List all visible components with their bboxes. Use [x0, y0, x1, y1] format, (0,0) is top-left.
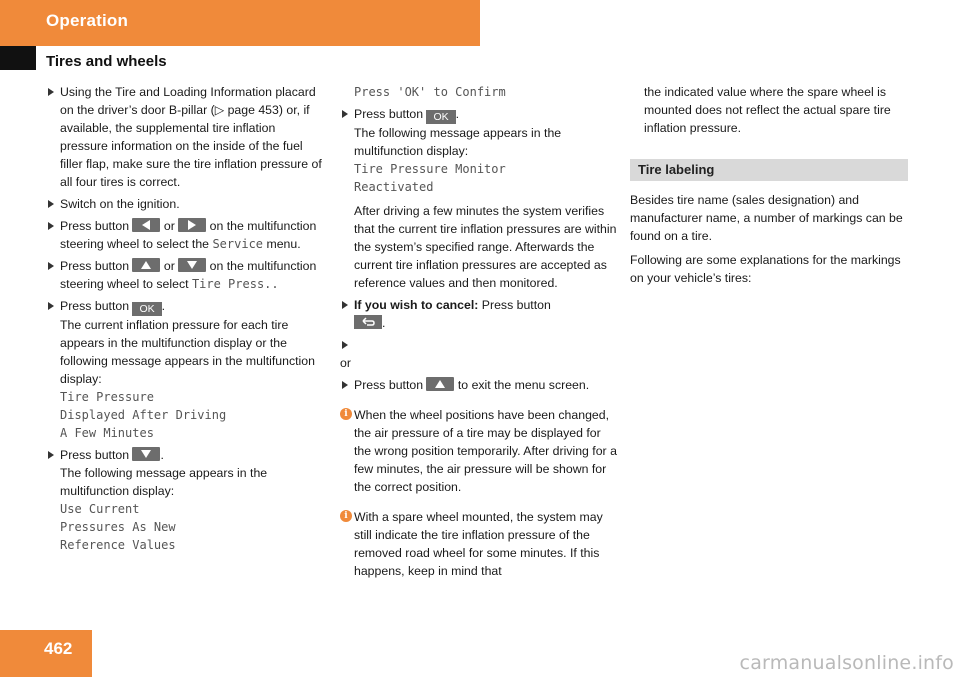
step-exit-menu: [340, 376, 618, 394]
info-text: With a spare wheel mounted, the system may still indicate the tire inflation pressure of the removed road wheel for some minutes. If this happens, keep in mind that: [354, 510, 603, 578]
display-message-line: Tire Pressure: [60, 390, 154, 404]
or-text: or: [340, 356, 351, 370]
arrow-right-key-icon: [178, 218, 206, 232]
step-arrow-icon: [48, 262, 54, 270]
step-text: or: [163, 219, 175, 233]
step-text: Press button: [354, 107, 424, 121]
info-icon: i: [340, 408, 352, 420]
info-note-continued: the indicated value where the spare wheel is mounted does not reflect the actual spare tire inflation pressure.: [644, 85, 891, 135]
display-message-line: Tire Pressure Monitor: [354, 162, 506, 176]
step-arrow-icon: [48, 88, 54, 96]
step-text: Press button: [481, 298, 551, 312]
step-press-ok-confirm: Press button OK . The following message appears in the multifunction display: Tire Pressure Monitor Reactivated After driving a few minutes the system verifies that the current tire inflation pressures are within the system’s specified range. Afterwards the current tire inflation pressures are accepted as reference values and then monitored.: [340, 105, 618, 292]
step-arrow-icon: [342, 381, 348, 389]
step-arrow-icon: [342, 341, 348, 349]
display-message-line: Reactivated: [354, 180, 434, 194]
step-text: Press button: [60, 299, 130, 313]
menu-name-tire-press: Tire Press..: [191, 277, 279, 291]
column-2: [340, 83, 618, 580]
step-cancel: If you wish to cancel: Press button .: [340, 296, 618, 332]
step-text: Press button: [60, 259, 130, 273]
watermark: carmanualsonline.info: [739, 652, 954, 674]
step-empty: [340, 336, 618, 350]
section-tab-marker: [0, 46, 36, 70]
section-title: Tires and wheels: [46, 53, 167, 70]
step-press-ok: Press button OK . The current inflation pressure for each tire appears in the multifunction display or the following message appears in the multifunction display: Tire Pressure Displayed After Driving A Few Minutes: [46, 297, 324, 442]
step-check-pressure: [46, 83, 324, 191]
arrow-up-key-icon: [426, 377, 454, 391]
paragraph: Following are some explanations for the markings on your vehicle’s tires:: [630, 253, 901, 285]
page-number: 462: [44, 639, 73, 658]
arrow-down-key-icon: [178, 258, 206, 272]
step-text: on the multifunction steering wheel to select: [60, 259, 317, 291]
info-text: When the wheel positions have been changed, the air pressure of a tire may be displayed for the wrong position temporarily. After driving for a few minutes, the air pressure will be shown for the correct position.: [354, 408, 617, 494]
arrow-left-key-icon: [132, 218, 160, 232]
chapter-title: Operation: [46, 11, 129, 30]
column-1: [46, 83, 324, 558]
step-text: Press button: [60, 219, 130, 233]
step-text: After driving a few minutes the system verifies that the current tire inflation pressures are within the system’s specified range. Afterwards the current tire inflation pressures are accepted as reference values and then monitored.: [354, 204, 617, 290]
section-heading-tire-labeling: Tire labeling: [630, 159, 908, 181]
step-text: Press button: [354, 378, 424, 392]
step-select-service: [46, 217, 324, 253]
info-note-spare-wheel: [340, 508, 618, 580]
column-3: [630, 83, 908, 293]
step-arrow-icon: [48, 200, 54, 208]
display-message-line: Use Current: [60, 502, 140, 516]
display-message-line: Reference Values: [60, 538, 176, 552]
display-message-line: Displayed After Driving: [60, 408, 227, 422]
step-text: The following message appears in the multifunction display:: [354, 126, 562, 158]
display-message-line: A Few Minutes: [60, 426, 154, 440]
step-arrow-icon: [342, 110, 348, 118]
step-text: Using the Tire and Loading Information placard on the driver’s door B-pillar (▷ page 453) or, if available, the supplemental tire inflation pressure information on the inside of the fuel filler flap, make sure the tire inflation pressure of all four tires is correct.: [60, 85, 322, 189]
step-arrow-icon: [48, 302, 54, 310]
step-arrow-icon: [48, 222, 54, 230]
step-arrow-icon: [48, 451, 54, 459]
display-message-confirm: [340, 83, 618, 101]
step-text: menu.: [266, 237, 301, 251]
paragraph: Besides tire name (sales designation) and manufacturer name, a number of markings can be found on a tire.: [630, 193, 903, 243]
step-text: or: [163, 259, 175, 273]
step-text: Press button: [60, 448, 130, 462]
step-text: The current inflation pressure for each tire appears in the multifunction display or the following message appears in the multifunction display:: [60, 318, 315, 386]
info-note-wheel-positions: [340, 406, 618, 496]
display-message-line: Press 'OK' to Confirm: [354, 85, 506, 99]
step-ignition: [46, 195, 324, 213]
info-icon: i: [340, 510, 352, 522]
step-text: to exit the menu screen.: [457, 378, 590, 392]
menu-name-service: Service: [212, 237, 264, 251]
step-press-down: Press button . The following message appears in the multifunction display: Use Current Pressures As New Reference Values: [46, 446, 324, 554]
step-select-tire-press: [46, 257, 324, 293]
step-text: on the multifunction steering wheel to select the: [60, 219, 317, 251]
step-text: If you wish to cancel:: [354, 298, 479, 312]
arrow-up-key-icon: [132, 258, 160, 272]
back-key-icon: [354, 315, 382, 329]
ok-key-icon: OK: [426, 110, 455, 124]
step-arrow-icon: [342, 301, 348, 309]
step-text: Switch on the ignition.: [60, 197, 180, 211]
step-text: The following message appears in the multifunction display:: [60, 466, 268, 498]
arrow-down-key-icon: [132, 447, 160, 461]
display-message-line: Pressures As New: [60, 520, 176, 534]
ok-key-icon: OK: [132, 302, 161, 316]
